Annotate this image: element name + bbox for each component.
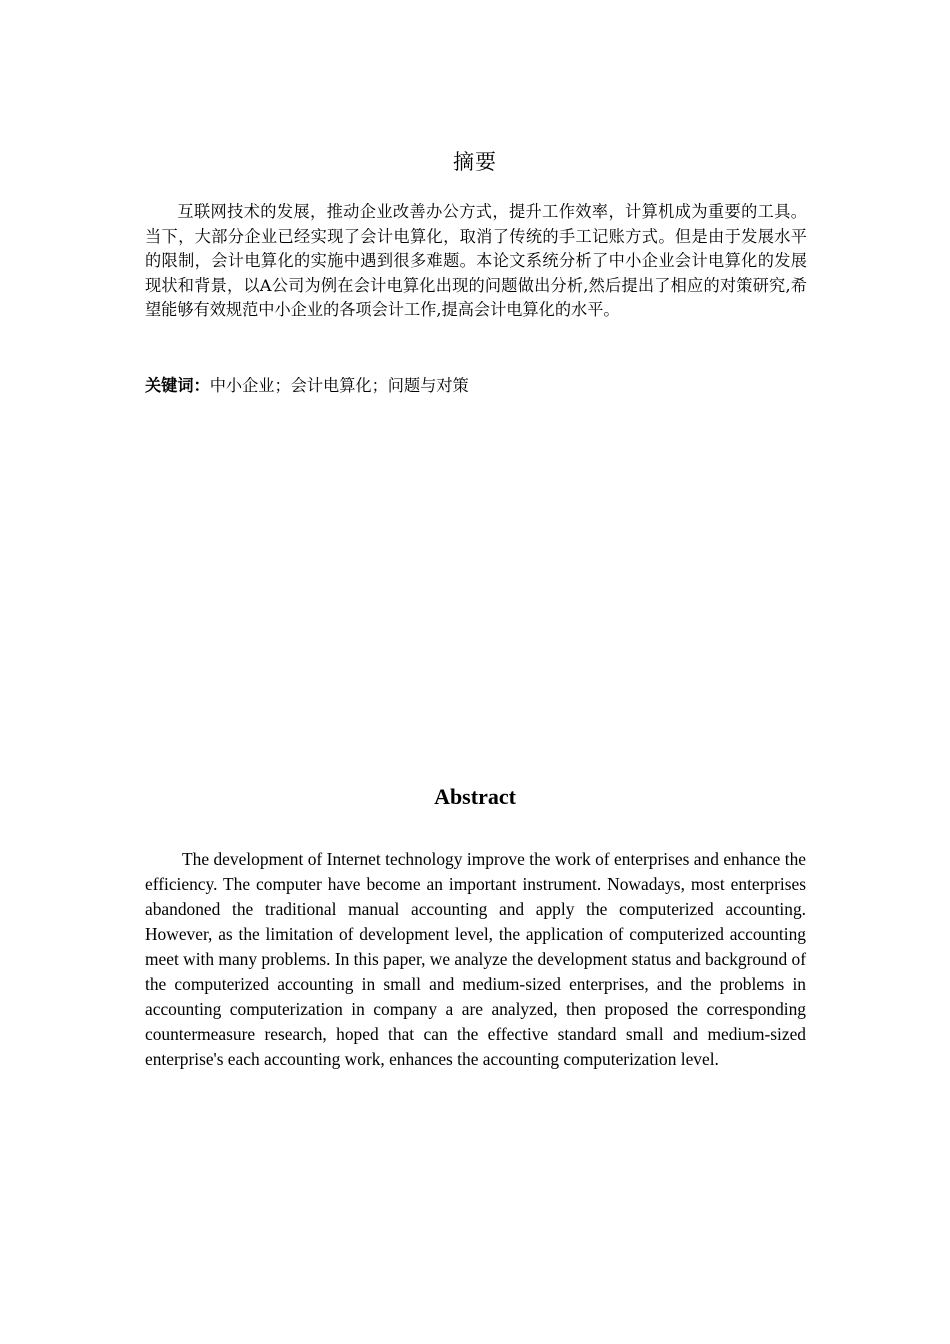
english-abstract-body: The development of Internet technology improve the work of enterprises and enhance the efficiency. The computer have become an important instrument. Nowadays, most enterprises abandoned the traditional manual accounting and apply the computerized accounting. However, as the limitation of development level, the application of computerized accounting meet with many problems. In this paper, we analyze the development status and background of the computerized accounting in small and medium-sized enterprises, and the problems in accounting computerization in company a are analyzed, then proposed the corresponding countermeasure research, hoped that can the effective standard small and medium-sized enterprise's each accounting work, enhances the accounting computerization level. (145, 849, 806, 1069)
keywords-line (145, 374, 807, 398)
chinese-abstract-body: 互联网技术的发展，推动企业改善办公方式，提升工作效率，计算机成为重要的工具。当下，大部分企业已经实现了会计电算化，取消了传统的手工记账方式。但是由于发展水平的限制，会计电算化的实施中遇到很多难题。本论文系统分析了中小企业会计电算化的发展现状和背景，以A公司为例在会计电算化出现的问题做出分析,然后提出了相应的对策研究,希望能够有效规范中小企业的各项会计工作,提高会计电算化的水平。 (145, 202, 807, 320)
english-abstract-title: Abstract (434, 784, 516, 809)
keywords-label: 关键词： (145, 376, 210, 395)
keywords-value: 中小企业；会计电算化；问题与对策 (209, 376, 469, 395)
chinese-abstract-title: 摘要 (453, 150, 497, 174)
